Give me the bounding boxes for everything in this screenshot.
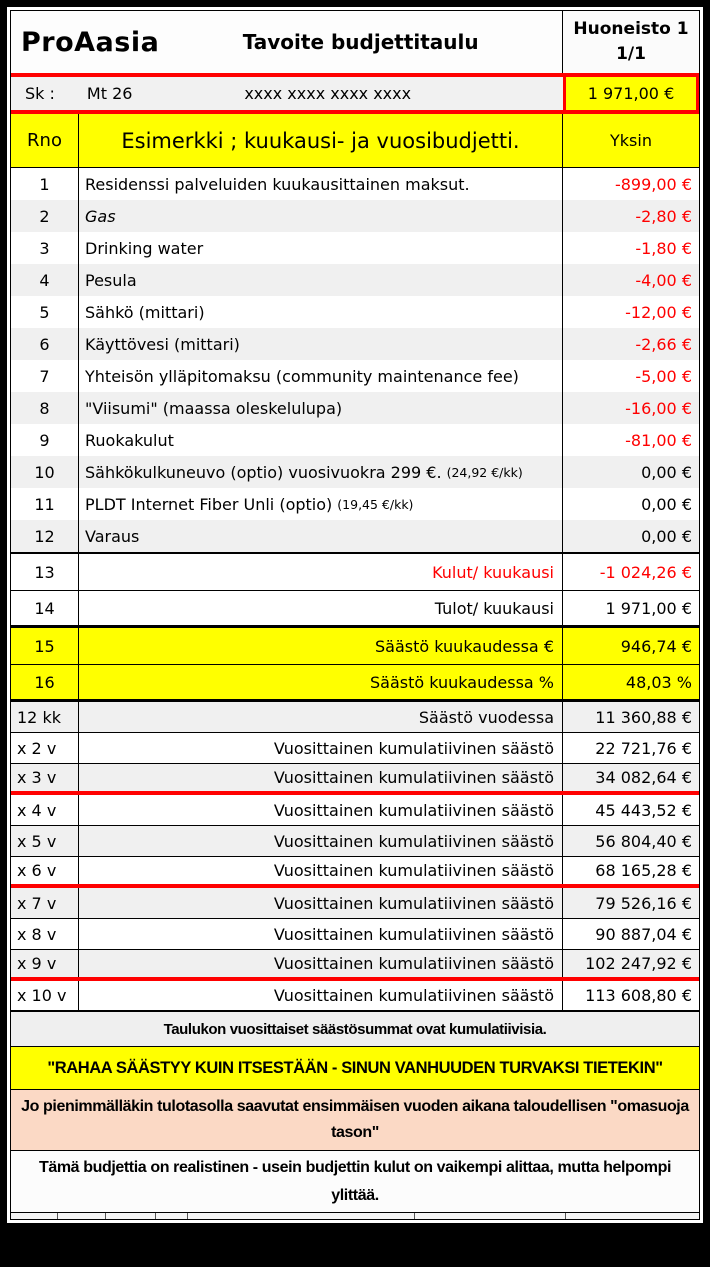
amount-cell: -12,00 €: [625, 302, 692, 322]
item-row: [11, 296, 699, 328]
title-row: [11, 11, 699, 73]
amount-cell: 102 247,92 €: [585, 954, 692, 973]
amount-cell: 0,00 €: [641, 462, 692, 482]
period-cell: 12 kk: [11, 702, 79, 732]
amount-cell: 56 804,40 €: [595, 831, 692, 851]
summary-row-expenses: [11, 554, 699, 591]
amount-cell: -5,00 €: [635, 366, 692, 386]
period-cell: x 2 v: [11, 733, 79, 763]
cumulative-row: [11, 857, 699, 888]
rno-cell: 14: [11, 591, 79, 625]
label-cell: Vuosittainen kumulatiivinen säästö: [79, 733, 563, 763]
item-row: [11, 200, 699, 232]
account-row: [11, 73, 699, 114]
rno-cell: 1: [11, 168, 79, 200]
amount-cell: 68 165,28 €: [595, 861, 692, 880]
rno-cell: 3: [11, 232, 79, 264]
cumulative-row: [11, 919, 699, 950]
amount-cell: 79 526,16 €: [595, 893, 692, 913]
label-cell: Vuosittainen kumulatiivinen säästö: [79, 795, 563, 825]
rno-cell: 13: [11, 554, 79, 590]
desc-cell: Käyttövesi (mittari): [79, 328, 563, 360]
label-cell: Vuosittainen kumulatiivinen säästö: [79, 764, 563, 791]
account-label: Sk :: [25, 84, 55, 103]
desc-subtext: (24,92 €/kk): [446, 464, 523, 480]
summary-amount: 48,03 %: [625, 672, 692, 692]
desc-cell: Yhteisön ylläpitomaksu (community maintenance fee): [79, 360, 563, 392]
unit-page-number: 1/1: [616, 44, 646, 64]
desc-cell: Drinking water: [79, 232, 563, 264]
note-income-level: Jo pienimmälläkin tulotasolla saavutat ensimmäisen vuoden aikana taloudellisen "omasuoja tason": [11, 1090, 699, 1151]
summary-row-savings-pct: [11, 665, 699, 702]
item-row: [11, 360, 699, 392]
item-row: [11, 424, 699, 456]
label-cell: Vuosittainen kumulatiivinen säästö: [79, 981, 563, 1010]
amount-cell: 34 082,64 €: [595, 768, 692, 787]
label-cell: Vuosittainen kumulatiivinen säästö: [79, 919, 563, 949]
rno-cell: 9: [11, 424, 79, 456]
rno-cell: 6: [11, 328, 79, 360]
amount-cell: 45 443,52 €: [595, 800, 692, 820]
rno-cell: 5: [11, 296, 79, 328]
bottom-gridline-strip: [11, 1213, 699, 1219]
label-cell: Vuosittainen kumulatiivinen säästö: [79, 950, 563, 977]
amount-cell: 11 360,88 €: [595, 707, 692, 727]
account-code: Mt 26: [86, 84, 133, 103]
item-rows: [11, 168, 699, 554]
amount-cell: 113 608,80 €: [585, 986, 692, 1005]
account-info: [11, 77, 563, 110]
unit-name: Huoneisto 1: [573, 18, 689, 39]
summary-amount: 1 971,00 €: [605, 598, 692, 618]
desc-cell: Residenssi palveluiden kuukausittainen maksut.: [79, 168, 563, 200]
summary-label: Säästö kuukaudessa %: [79, 665, 563, 699]
amount-cell: 0,00 €: [641, 526, 692, 546]
rno-cell: 12: [11, 520, 79, 552]
desc-cell: [79, 488, 563, 520]
header-rno: Rno: [11, 114, 79, 167]
amount-cell: -81,00 €: [625, 430, 692, 450]
amount-cell: 22 721,76 €: [595, 738, 692, 758]
cumulative-rows: [11, 702, 699, 1012]
amount-cell: -2,66 €: [635, 334, 692, 354]
summary-amount: 946,74 €: [620, 636, 692, 656]
budget-sheet: [10, 10, 700, 1220]
rno-cell: 16: [11, 665, 79, 699]
account-balance: 1 971,00 €: [563, 77, 699, 110]
rno-cell: 2: [11, 200, 79, 232]
amount-cell: 0,00 €: [641, 494, 692, 514]
item-row: [11, 328, 699, 360]
gridline-tick: [414, 1213, 415, 1219]
item-row: [11, 488, 699, 520]
period-cell: x 4 v: [11, 795, 79, 825]
summary-row-income: [11, 591, 699, 628]
label-cell: Vuosittainen kumulatiivinen säästö: [79, 826, 563, 856]
table-header-row: [11, 114, 699, 168]
period-cell: x 6 v: [11, 857, 79, 884]
period-cell: x 3 v: [11, 764, 79, 791]
period-cell: x 8 v: [11, 919, 79, 949]
amount-cell: -1,80 €: [635, 238, 692, 258]
summary-rows: [11, 554, 699, 702]
item-row: [11, 520, 699, 552]
header-amount: Yksin: [610, 131, 652, 150]
desc-text: PLDT Internet Fiber Unli (optio): [85, 494, 333, 514]
rno-cell: 8: [11, 392, 79, 424]
gridline-tick: [57, 1213, 58, 1219]
desc-cell: Ruokakulut: [79, 424, 563, 456]
period-cell: x 10 v: [11, 981, 79, 1010]
rno-cell: 10: [11, 456, 79, 488]
label-cell: Vuosittainen kumulatiivinen säästö: [79, 888, 563, 918]
desc-cell: Gas: [79, 200, 563, 232]
cumulative-row: [11, 950, 699, 981]
rno-cell: 4: [11, 264, 79, 296]
summary-label: Säästö kuukaudessa €: [79, 628, 563, 664]
header-description: Esimerkki ; kuukausi- ja vuosibudjetti.: [79, 114, 563, 167]
desc-cell: "Viisumi" (maassa oleskelulupa): [79, 392, 563, 424]
amount-cell: -16,00 €: [625, 398, 692, 418]
desc-subtext: (19,45 €/kk): [337, 496, 414, 512]
cumulative-row: [11, 764, 699, 795]
gridline-tick: [105, 1213, 106, 1219]
inner-frame: [7, 7, 703, 1223]
desc-cell: Pesula: [79, 264, 563, 296]
gridline-tick: [155, 1213, 156, 1219]
title-left: [11, 11, 563, 73]
summary-label: Tulot/ kuukausi: [79, 591, 563, 625]
rno-cell: 15: [11, 628, 79, 664]
cumulative-row: [11, 702, 699, 733]
cumulative-row: [11, 981, 699, 1012]
item-row: [11, 264, 699, 296]
cumulative-row: [11, 888, 699, 919]
rno-cell: 11: [11, 488, 79, 520]
desc-cell: Sähkö (mittari): [79, 296, 563, 328]
desc-cell: Varaus: [79, 520, 563, 552]
period-cell: x 5 v: [11, 826, 79, 856]
unit-cell: [563, 11, 699, 73]
note-cumulative-info: Taulukon vuosittaiset säästösummat ovat kumulatiivisia.: [11, 1012, 699, 1047]
cumulative-row: [11, 826, 699, 857]
label-cell: Vuosittainen kumulatiivinen säästö: [79, 857, 563, 884]
item-row: [11, 456, 699, 488]
summary-row-savings-eur: [11, 628, 699, 665]
brand-title: ProAasia: [21, 26, 160, 58]
period-cell: x 9 v: [11, 950, 79, 977]
gridline-tick: [187, 1213, 188, 1219]
amount-cell: 90 887,04 €: [595, 924, 692, 944]
note-slogan: "RAHAA SÄÄSTYY KUIN ITSESTÄÄN - SINUN VANHUUDEN TURVAKSI TIETEKIN": [11, 1047, 699, 1090]
item-row: [11, 232, 699, 264]
desc-cell: [79, 456, 563, 488]
item-row: [11, 168, 699, 200]
item-row: [11, 392, 699, 424]
summary-label: Kulut/ kuukausi: [79, 554, 563, 590]
page-heading: Tavoite budjettitaulu: [242, 30, 479, 54]
cumulative-row: [11, 795, 699, 826]
label-cell: Säästö vuodessa: [79, 702, 563, 732]
amount-cell: -2,80 €: [635, 206, 692, 226]
note-realistic-budget: Tämä budjettia on realistinen - usein budjettin kulut on vaikempi alittaa, mutta helpompi ylittää.: [11, 1151, 699, 1213]
amount-cell: -899,00 €: [614, 174, 692, 194]
summary-amount: -1 024,26 €: [599, 562, 692, 582]
amount-cell: -4,00 €: [635, 270, 692, 290]
gridline-tick: [565, 1213, 566, 1219]
period-cell: x 7 v: [11, 888, 79, 918]
desc-text: Sähkökulkuneuvo (optio) vuosivuokra 299 €.: [85, 462, 442, 482]
masked-card-number: xxxx xxxx xxxx xxxx: [244, 84, 412, 103]
cumulative-row: [11, 733, 699, 764]
rno-cell: 7: [11, 360, 79, 392]
